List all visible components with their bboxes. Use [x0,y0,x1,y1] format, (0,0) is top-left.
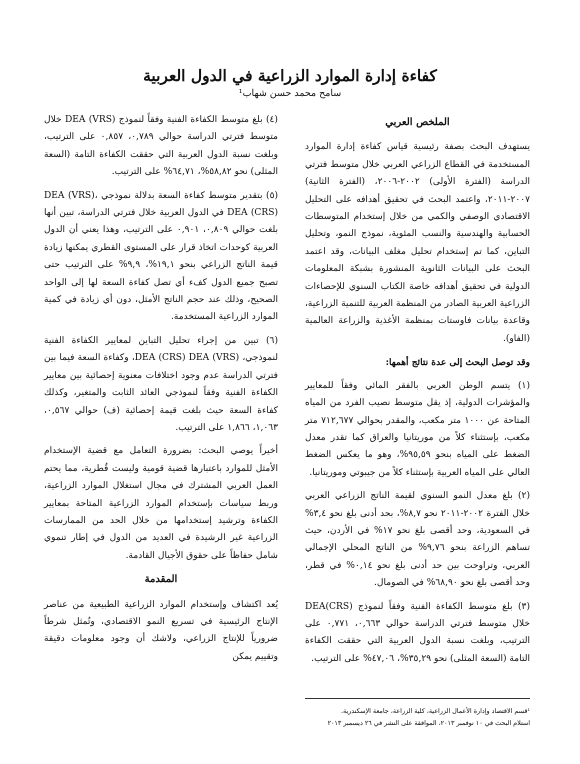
result-item-4: (٤) بلغ متوسط الكفاءة الفنية وفقاً لنموذج DEA (VRS) خلال متوسط فترتي الدراسة حوالي ٠,٧٨٩، ٠,٨٥٧ على الترتيب، وبلغت نسبة الدول العربية التي حققت الكفاءة التامة (السعة المثلى) نحو ٥٨,٨٢%، ٦٤,٧١% على الترتيب. [44,115,279,178]
result-item-1: (١) يتسم الوطن العربي بالفقر المائي وفقاً للمعايير والمؤشرات الدولية، إذ يقل متوسط نصيب الفرد من المياه المتاحة عن ١٠٠٠ متر مكعب، والمقدر بحوالي ٧١٢,٦٧٧ متر مكعب، بإستثناء كلاً من موريتانيا والعراق كما تقدر معدل الضغط على المياه بنحو ٩٥,٥٩%، وهو ما يعكس الضغط العالي على المياه العربية بإستثناء كلاً من جيبوتي وموريتانيا. [305,380,531,478]
introduction-heading: المقدمة [144,574,178,586]
result-item-6: (٦) تبين من إجراء تحليل التباين لمعايير الكفاءة الفنية لنموذجي، DEA (CRS) DEA (VRS)، وكفاءة السعة فيما بين فترتي الدراسة عدم وجود اختلافات معنوية إحصائية بين معايير الكفاءة الفنية وفقاً لنموذجي العائد الثابت والمتغير، وكذلك كفاءة السعة حيث بلغت قيمة إحصائية (ف) حوالي ٠,٥٦٧، ١,٠٦٣، ١,٨٦٦ على الترتيب. [44,335,278,433]
result-item-5: (٥) بتقدير متوسط كفاءة السعة بدلالة نموذجي DEA (VRS)، DEA (CRS) في الدول العربية خلال فترتي الدراسة، تبين أنها بلغت حوالي ٠,٨٠٩، ٠,٩٠١ على الترتيب، وهذا يعني أن الدول العربية كوحدات اتخاذ قرار على المستوى القطري يمكنها زيادة قيمة الناتج الزراعي بنحو ١٩,١%، ٩,٩% على الترتيب حتى تصبح جميع الدول كفء أي تصل كفاءة السعة لها إلى الواحد الصحيح، وذلك عند حجم الناتج الأمثل، دون أي زيادة في كمية الموارد الزراعية المستخدمة. [44,190,279,323]
left-column [44,112,278,672]
author-name: سامح محمد حسن شهاب¹ [238,88,342,99]
paper-title: كفاءة إدارة الموارد الزراعية في الدول العربية [143,66,437,85]
footnotes [305,698,530,729]
result-item-3: (٣) بلغ متوسط الكفاءة الفنية وفقاً لنموذج DEA(CRS) خلال متوسط فترتي الدراسة حوالي ٠,٦٦٣، ٠,٧٧١ على الترتيب، وبلغت نسبة الدول العربية التي حققت الكفاءة التامة (السعة المثلى) نحو ٣٥,٢٩%، ٤٧,٠٦% على الترتيب. [305,601,530,664]
recommendation-paragraph: أخيراً يوصي البحث: بضرورة التعامل مع قضية الإستخدام الأمثل للموارد باعتبارها قضية قومية وليست قُطرية، مما يحتم العمل العربي المشترك في مجال استغلال الموارد الزراعية، وربط سياسات بإستخدام الموارد الزراعية المتاحة بمعايير الكفاءة وترشيد إستخدامها من خلال الحد من الممارسات الزراعية غير الرشيدة في العديد من الدول في إطار تنموي شامل حفاظاً على حقوق الأجيال القادمة. [44,446,278,561]
result-item-2: (٢) بلغ معدل النمو السنوي لقيمة الناتج الزراعي العربي خلال الفترة ٢٠٠٢-٢٠١١ نحو ٨,٧%، بحد أدنى بلغ نحو ٣,٤% في السعودية، وحد أقصى بلغ نحو ١٧% في الأردن، حيث تساهم الزراعة بنحو ٩,٧٦% من الناتج المحلي الإجمالي العربي، وتراوحت بين حد أدنى بلغ نحو ٠,١٤% في قطر، وحد أقصى بلغ نحو ٦٨,٩٠% في الصومال. [305,491,531,589]
summary-heading: الملخص العربي [385,117,450,128]
right-column [305,112,530,674]
footnote-dates: استلام البحث في ١٠ نوفمبر ٢٠١٣، الموافقة على النشر في ٢٦ ديسمبر ٢٠١٣ [327,719,530,727]
summary-paragraph: يستهدف البحث بصفة رئيسية قياس كفاءة إدارة الموارد المستخدمة في القطاع الزراعي العربي خلال متوسط فترتي الدراسة (الفترة الأولى) ٢٠٠٢-٢٠٠٦، (الفترة الثانية) ٢٠٠٧-٢٠١١، واعتمد البحث في تحقيق أهدافه على التحليل الاقتصادي الوصفي والكمي من خلال إستخدام المتوسطات الحسابية والهندسية والنسب المئوية، نموذج النمو، وتحليل التباين، كما تم إستخدام تحليل مغلف البيانات، وقد اعتمد البحث على البيانات الثانوية المنشورة بشبكة المعلومات الدولية في تحقيق أهدافه خاصة الكتاب السنوي للإحصاءات الزراعية العربية الصادر من المنظمة العربية للتنمية الزراعية، وقاعدة بيانات فاوستات بمنظمة الأغذية والزراعة العالمية (الفاو). [305,142,530,344]
results-intro: وقد توصل البحث إلى عدة نتائج أهمها: [385,357,530,369]
footnote-affiliation: ¹قسم الاقتصاد وإدارة الأعمال الزراعية، كلية الزراعة، جامعة الإسكندرية. [340,707,530,715]
introduction-paragraph: يُعد اكتشاف وإستخدام الموارد الزراعية الطبيعية من عناصر الإنتاج الرئيسية في تسريع النمو الاقتصادي، وتُمثل شرطاً ضرورياً للإنتاج الزراعي، ولاشك أن وجود معلومات دقيقة وتقييم يمكن [44,599,278,662]
